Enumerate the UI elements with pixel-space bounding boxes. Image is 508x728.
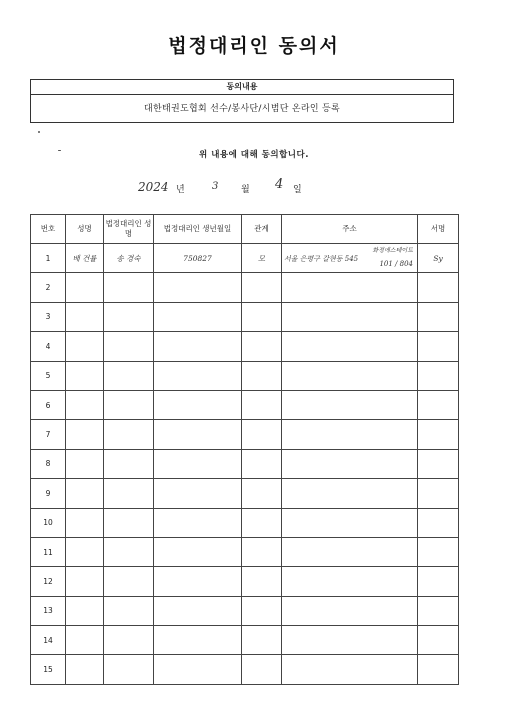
row-guardian-birthdate	[154, 596, 242, 625]
table-row	[31, 626, 459, 655]
row-signature	[418, 655, 459, 684]
row-guardian-name	[104, 508, 154, 537]
row-guardian-name	[104, 626, 154, 655]
row-guardian-birthdate	[154, 302, 242, 331]
row-name	[66, 390, 104, 419]
consent-box	[30, 79, 454, 123]
row-guardian-name	[104, 537, 154, 566]
row-guardian-birthdate	[154, 420, 242, 449]
row-relation	[242, 332, 282, 361]
row-name	[66, 596, 104, 625]
row-guardian-name	[104, 655, 154, 684]
row-address	[282, 655, 418, 684]
row-number: 13	[31, 596, 66, 625]
table-row	[31, 273, 459, 302]
row-relation	[242, 302, 282, 331]
row-signature	[418, 596, 459, 625]
row-signature	[418, 390, 459, 419]
row-guardian-birthdate	[154, 567, 242, 596]
date-day: 4	[275, 177, 284, 192]
row-name	[66, 626, 104, 655]
row-signature	[418, 273, 459, 302]
row-signature	[418, 537, 459, 566]
row-guardian-birthdate: 750827	[154, 244, 242, 273]
row-guardian-birthdate	[154, 537, 242, 566]
row-address	[282, 244, 418, 273]
row-address	[282, 567, 418, 596]
row-guardian-birthdate	[154, 273, 242, 302]
row-guardian-birthdate	[154, 626, 242, 655]
consent-header: 동의내용	[31, 80, 453, 95]
row-guardian-name	[104, 273, 154, 302]
row-signature	[418, 420, 459, 449]
header-guardian-birthdate: 법정대리인 생년월일	[154, 215, 242, 244]
table-header-row	[31, 215, 459, 244]
row-number: 14	[31, 626, 66, 655]
row-guardian-birthdate	[154, 508, 242, 537]
row-address-main: 서울 은평구 갈현동 545	[284, 255, 359, 263]
row-relation	[242, 479, 282, 508]
header-signature: 서명	[418, 215, 459, 244]
row-address	[282, 332, 418, 361]
row-address	[282, 626, 418, 655]
row-signature	[418, 449, 459, 478]
header-guardian-name: 법정대리인 성명	[104, 215, 154, 244]
date-month: 3	[212, 181, 219, 192]
row-relation	[242, 449, 282, 478]
document-title: 법정대리인 동의서	[168, 35, 340, 57]
table-row	[31, 567, 459, 596]
row-name: 배 건률	[66, 244, 104, 273]
row-name	[66, 479, 104, 508]
row-relation	[242, 273, 282, 302]
row-guardian-name	[104, 479, 154, 508]
row-number: 6	[31, 390, 66, 419]
row-name	[66, 567, 104, 596]
table-row	[31, 390, 459, 419]
row-relation	[242, 626, 282, 655]
scan-speck	[38, 131, 40, 133]
row-address-top: 화정에스테이트	[372, 247, 413, 254]
row-name	[66, 273, 104, 302]
row-guardian-birthdate	[154, 390, 242, 419]
date-year-unit: 년	[176, 185, 185, 195]
consent-body: 대한태권도협회 선수/봉사단/시범단 온라인 등록	[143, 104, 341, 114]
row-guardian-name	[104, 361, 154, 390]
header-number: 번호	[31, 215, 66, 244]
row-signature	[418, 302, 459, 331]
row-relation	[242, 655, 282, 684]
row-relation	[242, 537, 282, 566]
row-name	[66, 332, 104, 361]
row-name	[66, 449, 104, 478]
row-address	[282, 479, 418, 508]
row-number: 9	[31, 479, 66, 508]
row-guardian-birthdate	[154, 332, 242, 361]
row-relation	[242, 508, 282, 537]
row-relation	[242, 596, 282, 625]
row-signature	[418, 626, 459, 655]
row-address	[282, 390, 418, 419]
row-signature	[418, 508, 459, 537]
agree-statement: 위 내용에 대해 동의합니다.	[199, 150, 309, 160]
row-guardian-name	[104, 449, 154, 478]
row-address	[282, 537, 418, 566]
table-row	[31, 361, 459, 390]
date-month-unit: 월	[241, 185, 250, 195]
table-row	[31, 479, 459, 508]
row-address-bottom: 101 / 804	[379, 260, 413, 268]
date-line	[138, 177, 378, 199]
row-guardian-name: 송 경숙	[104, 244, 154, 273]
row-address	[282, 273, 418, 302]
row-guardian-name	[104, 567, 154, 596]
row-guardian-name	[104, 302, 154, 331]
row-address	[282, 596, 418, 625]
row-signature: Sy	[418, 244, 459, 273]
row-name	[66, 361, 104, 390]
row-number: 4	[31, 332, 66, 361]
header-name: 성명	[66, 215, 104, 244]
row-guardian-birthdate	[154, 361, 242, 390]
row-number: 7	[31, 420, 66, 449]
row-signature	[418, 332, 459, 361]
row-guardian-name	[104, 390, 154, 419]
row-number: 12	[31, 567, 66, 596]
row-guardian-name	[104, 596, 154, 625]
row-name	[66, 508, 104, 537]
row-signature	[418, 361, 459, 390]
row-name	[66, 537, 104, 566]
row-number: 5	[31, 361, 66, 390]
table-row	[31, 244, 459, 273]
table-row	[31, 508, 459, 537]
row-guardian-birthdate	[154, 655, 242, 684]
row-name	[66, 655, 104, 684]
table-row	[31, 332, 459, 361]
row-signature	[418, 567, 459, 596]
row-number: 11	[31, 537, 66, 566]
table-row	[31, 449, 459, 478]
date-day-unit: 일	[293, 185, 302, 195]
row-relation	[242, 390, 282, 419]
date-year: 2024	[138, 180, 169, 194]
row-number: 10	[31, 508, 66, 537]
row-guardian-birthdate	[154, 479, 242, 508]
table-row	[31, 655, 459, 684]
row-relation	[242, 361, 282, 390]
table-row	[31, 596, 459, 625]
row-address	[282, 302, 418, 331]
table-row	[31, 420, 459, 449]
row-name	[66, 420, 104, 449]
row-guardian-birthdate	[154, 449, 242, 478]
signature-table	[30, 214, 459, 685]
row-address	[282, 508, 418, 537]
header-relation: 관계	[242, 215, 282, 244]
row-address	[282, 449, 418, 478]
row-address	[282, 420, 418, 449]
row-guardian-name	[104, 332, 154, 361]
row-relation	[242, 420, 282, 449]
row-number: 15	[31, 655, 66, 684]
row-number: 8	[31, 449, 66, 478]
row-number: 1	[31, 244, 66, 273]
row-name	[66, 302, 104, 331]
row-number: 3	[31, 302, 66, 331]
row-relation: 모	[242, 244, 282, 273]
row-address	[282, 361, 418, 390]
row-number: 2	[31, 273, 66, 302]
row-signature	[418, 479, 459, 508]
row-guardian-name	[104, 420, 154, 449]
header-address: 주소	[282, 215, 418, 244]
table-row	[31, 302, 459, 331]
table-row	[31, 537, 459, 566]
row-relation	[242, 567, 282, 596]
